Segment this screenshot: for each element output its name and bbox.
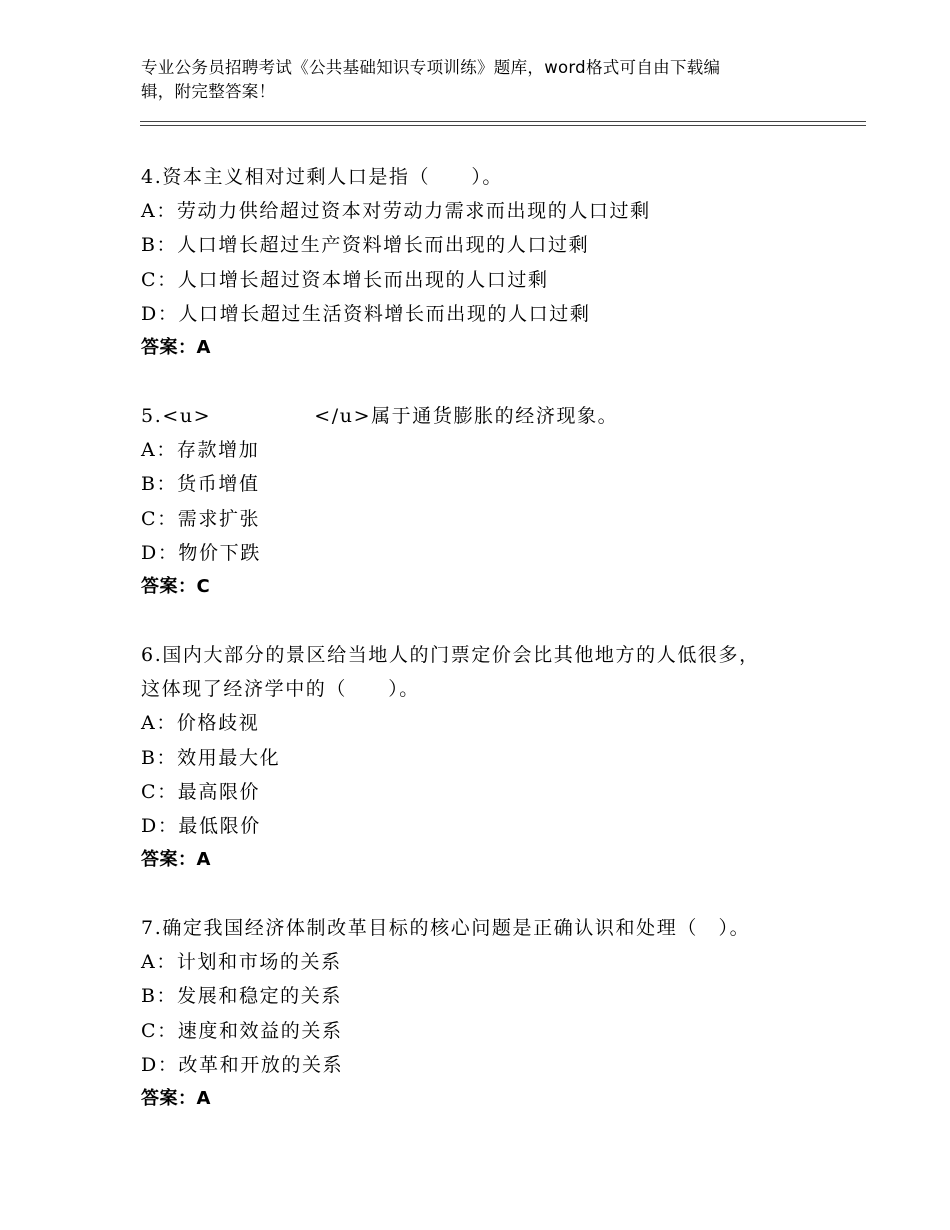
question-5 — [141, 399, 861, 604]
document-header — [141, 56, 801, 104]
option-d: D：改革和开放的关系 — [141, 1053, 344, 1076]
question-text: 4.资本主义相对过剩人口是指（ ）。 — [141, 166, 504, 188]
option-c: C：人口增长超过资本增长而出现的人口过剩 — [141, 268, 549, 291]
option-d: D：人口增长超过生活资料增长而出现的人口过剩 — [141, 302, 591, 325]
option-a: A：存款增加 — [141, 439, 260, 462]
question-text-continued: 这体现了经济学中的（ ）。 — [141, 678, 420, 701]
option-c: C：速度和效益的关系 — [141, 1019, 343, 1042]
option-c: C：需求扩张 — [141, 507, 261, 530]
option-b: B：货币增值 — [141, 473, 260, 496]
header-line-2: 辑，附完整答案！ — [141, 82, 276, 101]
question-text: 7.确定我国经济体制改革目标的核心问题是正确认识和处理（ ）。 — [141, 917, 751, 939]
answer: 答案：A — [141, 336, 211, 358]
option-d: D：物价下跌 — [141, 541, 261, 564]
option-a: A：价格歧视 — [141, 712, 260, 735]
question-text: 6.国内大部分的景区给当地人的门票定价会比其他地方的人低很多， — [141, 644, 760, 666]
header-line-1: 专业公务员招聘考试《公共基础知识专项训练》题库，word格式可自由下载编 — [141, 58, 721, 77]
option-b: B：效用最大化 — [141, 746, 281, 769]
question-6 — [141, 638, 861, 877]
option-b: B：发展和稳定的关系 — [141, 985, 342, 1008]
question-4 — [141, 160, 861, 365]
question-7 — [141, 911, 861, 1116]
answer: 答案：C — [141, 575, 211, 597]
option-a: A：计划和市场的关系 — [141, 951, 342, 974]
option-a: A：劳动力供给超过资本对劳动力需求而出现的人口过剩 — [141, 200, 651, 223]
header-divider — [140, 121, 866, 126]
option-b: B：人口增长超过生产资料增长而出现的人口过剩 — [141, 234, 590, 257]
answer: 答案：A — [141, 1087, 211, 1109]
option-d: D：最低限价 — [141, 814, 261, 837]
answer: 答案：A — [141, 849, 211, 871]
question-text: 5.<u> </u>属于通货膨胀的经济现象。 — [141, 405, 619, 427]
option-c: C：最高限价 — [141, 780, 261, 803]
